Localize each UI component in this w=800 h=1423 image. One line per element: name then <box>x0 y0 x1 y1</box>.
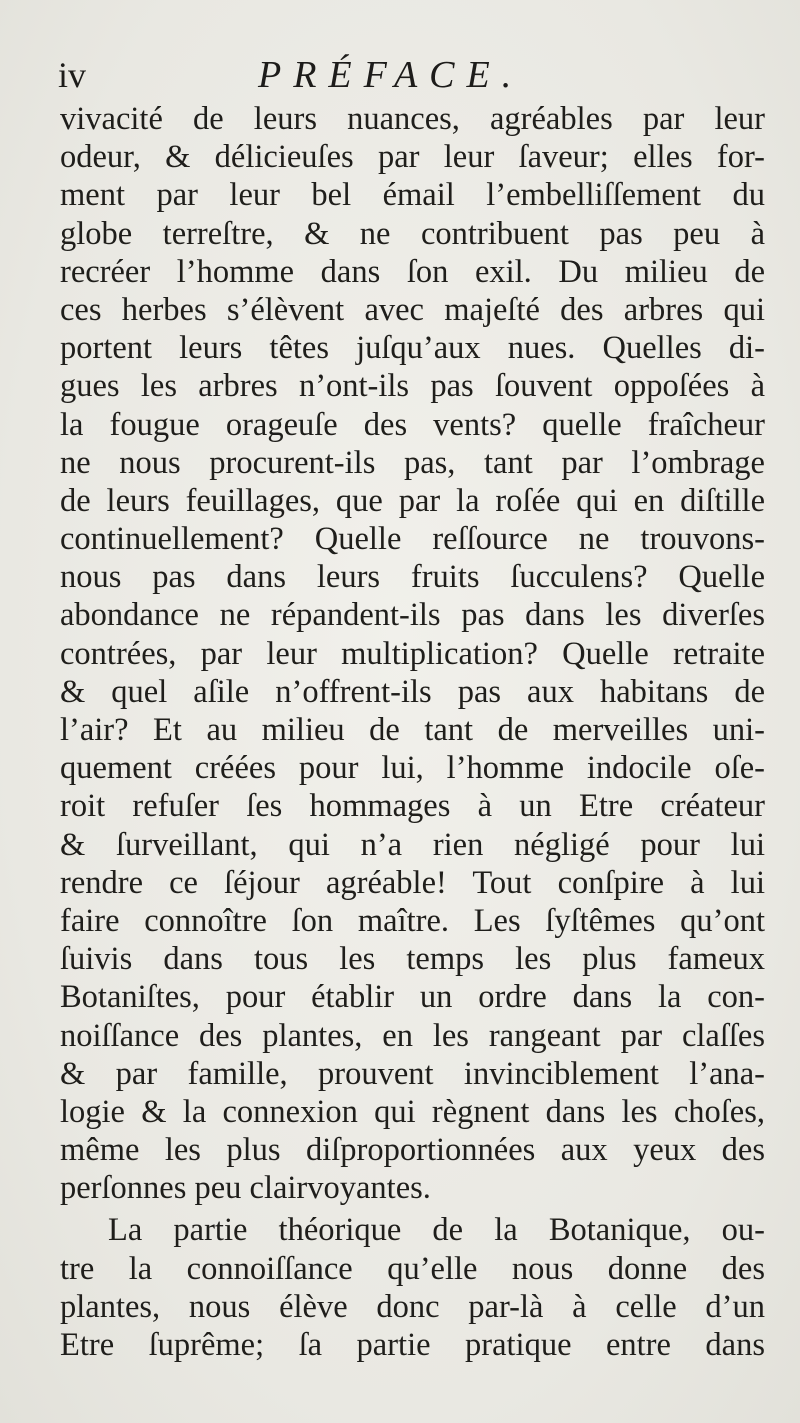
text-line: faire connoître ſon maître. Les ſyſtêmes qu’ont <box>60 902 765 939</box>
text-line: globe terreſtre, & ne contribuent pas peu à <box>60 215 765 252</box>
text-line: Botaniſtes, pour établir un ordre dans la con- <box>60 979 765 1016</box>
text-line: & ſurveillant, qui n’a rien négligé pour lui <box>60 826 765 863</box>
text-line: quement créées pour lui, l’homme indocile oſe- <box>60 750 765 787</box>
text-line: même les plus diſproportionnées aux yeux des <box>60 1132 765 1169</box>
text-line: contrées, par leur multiplication? Quelle retraite <box>60 635 765 672</box>
text-line: perſonnes peu clairvoyantes. <box>60 1170 431 1207</box>
text-line: ne nous procurent-ils pas, tant par l’ombrage <box>60 444 765 481</box>
text-line: la fougue orageuſe des vents? quelle fraîcheur <box>60 406 765 443</box>
text-line: abondance ne répandent-ils pas dans les diverſes <box>60 597 765 634</box>
text-line: portent leurs têtes juſqu’aux nues. Quelles di- <box>60 330 765 367</box>
page-title: PRÉFACE. <box>258 54 524 96</box>
text-line: de leurs feuillages, que par la roſée qui en diſtille <box>60 482 765 519</box>
text-line: gues les arbres n’ont-ils pas ſouvent oppoſées à <box>60 368 765 405</box>
paragraph-2 <box>60 1211 765 1364</box>
text-line: Etre ſuprême; ſa partie pratique entre dans <box>60 1327 765 1363</box>
text-line: recréer l’homme dans ſon exil. Du milieu de <box>60 253 765 290</box>
body-text <box>60 100 765 1364</box>
text-line: ces herbes s’élèvent avec majeſté des arbres qui <box>60 291 765 328</box>
text-line: odeur, & délicieuſes par leur ſaveur; elles for- <box>60 139 765 176</box>
page-number: iv <box>58 55 87 95</box>
text-line: & par famille, prouvent invinciblement l’ana- <box>60 1055 765 1092</box>
text-line: continuellement? Quelle reſſource ne trouvons- <box>60 521 765 558</box>
paragraph-1 <box>60 100 765 1207</box>
text-line: & quel aſile n’offrent-ils pas aux habitans de <box>60 673 765 710</box>
text-line: plantes, nous élève donc par-là à celle d’un <box>60 1288 765 1325</box>
running-head <box>58 50 768 100</box>
text-line: ſuivis dans tous les temps les plus fameux <box>60 941 765 978</box>
text-line: noiſſance des plantes, en les rangeant par claſſes <box>60 1017 765 1054</box>
text-line: nous pas dans leurs fruits ſucculens? Quelle <box>60 559 765 596</box>
text-line: vivacité de leurs nuances, agréables par leur <box>60 101 765 137</box>
text-line: roit refuſer ſes hommages à un Etre créateur <box>60 788 765 825</box>
text-line: logie & la connexion qui règnent dans les choſes, <box>60 1093 765 1130</box>
text-line: ment par leur bel émail l’embelliſſement du <box>60 177 765 214</box>
text-line: rendre ce ſéjour agréable! Tout conſpire à lui <box>60 864 765 901</box>
text-line: l’air? Et au milieu de tant de merveilles uni- <box>60 712 765 748</box>
text-line: La partie théorique de la Botanique, ou- <box>108 1212 765 1249</box>
text-line: tre la connoiſſance qu’elle nous donne des <box>60 1250 765 1287</box>
